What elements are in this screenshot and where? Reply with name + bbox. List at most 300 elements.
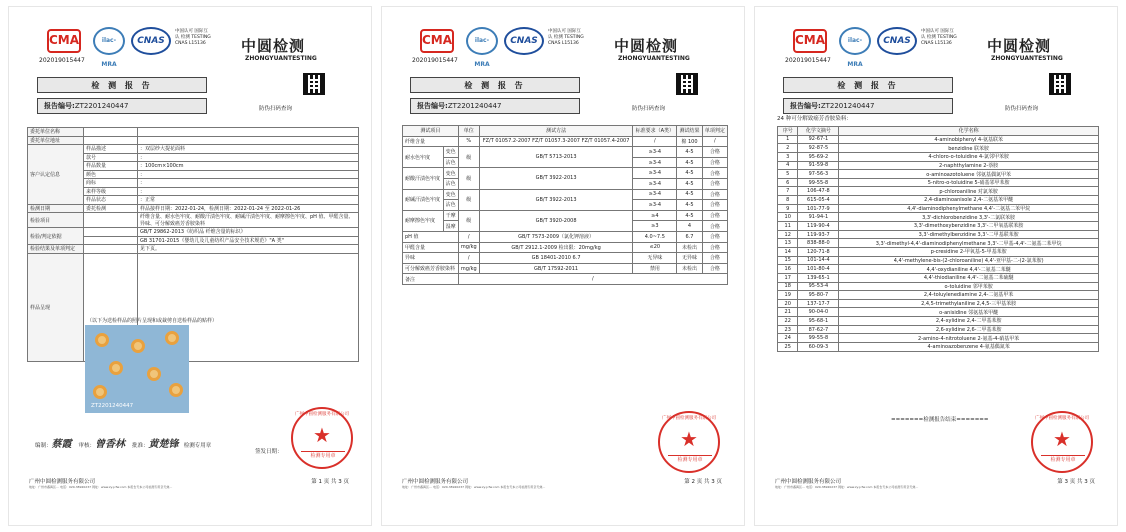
cell: 95-80-7 [798,291,839,300]
unit: / [458,253,479,264]
cell: 14 [778,247,798,256]
requirement: ≥3 [633,221,677,232]
sample-photo [85,325,189,413]
cell: p-cresidine 2-甲氧基-5-甲基苯胺 [839,247,1099,256]
field-value: 样品接样日期：2022-01-24，检测日期：2022-01-24 至 2022-01-26 [138,204,359,213]
cell: 120-71-8 [798,247,839,256]
requirement: ≥3-4 [633,147,677,158]
sign-date: 签发日期： [255,449,283,455]
result: 4-5 [677,189,702,200]
table-row [403,242,728,253]
qr-code-icon[interactable] [676,73,698,95]
row-label: 检验结果及单项判定 [28,245,84,254]
cnas-logo: CNAS [877,27,917,55]
requirement: 无异味 [633,253,677,264]
report-header [382,7,744,71]
test-sub-item: 变色 [443,168,458,179]
ilac-logo: ilac-MRA [466,27,498,55]
cell: 2,4,5-trimethylaniline 2,4,5-三甲基苯胺 [839,299,1099,308]
table-row [778,135,1099,144]
row-label: 客户认定信息 [28,145,84,205]
cell: 91-59-8 [798,161,839,170]
cnas-text: 中国认可 国际互认 检测 TESTING CNAS L15136 [548,29,584,46]
cell: 2 [778,144,798,153]
unit: 级 [458,189,479,210]
cell: 1 [778,135,798,144]
qr-code-icon[interactable] [1049,73,1071,95]
cell: 106-47-8 [798,187,839,196]
cell: 4-chloro-o-toluidine 4-氯邻甲苯胺 [839,152,1099,161]
cell: 4 [778,161,798,170]
method: FZ/T 01057.2-2007 FZ/T 01057.3-2007 FZ/T 01057.4-2007 [479,136,633,147]
cell: 10 [778,213,798,222]
report-page-1 [8,6,372,526]
column-header: 标准要求（A类） [633,126,677,137]
approver-signature: 黄楚锋 [148,439,179,450]
method: GB/T 5713-2013 [479,147,633,168]
table-row [778,204,1099,213]
table-row [28,213,359,228]
anti-fake-label: 防伪扫码查询 [1005,106,1039,112]
brand-name: 中圆检测 [614,37,679,55]
field-value [138,128,359,137]
brand-name: 中圆检测 [241,37,306,55]
requirement: ≥3-4 [633,157,677,168]
unit: 级 [458,168,479,189]
ilac-logo: ilac-MRA [839,27,871,55]
row-label: 检验项目 [28,213,84,228]
test-sub-item: 变色 [443,147,458,158]
cell: p-chloroaniline 对氯苯胺 [839,187,1099,196]
table-row [778,291,1099,300]
ilac-logo: ilac-MRA [93,27,125,55]
reviewer-signature: 曾香林 [95,439,126,450]
method: GB/T 3922-2013 [479,189,633,210]
judgement: 合格 [702,210,727,221]
table-row [778,196,1099,205]
requirement: / [633,136,677,147]
field-value: ：正常 [138,196,359,205]
cell: 99-55-8 [798,178,839,187]
result: 4-5 [677,147,702,158]
table-row [403,168,728,179]
cell: 95-68-1 [798,317,839,326]
cell: 3,3'-dimethylbenzidine 3,3'-二甲基联苯胺 [839,230,1099,239]
cell: 23 [778,325,798,334]
cell: 17 [778,273,798,282]
field-value: ：100cm×100cm [138,162,359,171]
field-key [84,213,138,228]
cell: 19 [778,291,798,300]
brand-name: 中圆检测 [987,37,1052,55]
table-row [778,282,1099,291]
result: 4 [677,221,702,232]
row-label: 委托单位地址 [28,136,84,145]
cell: 4,4'-diaminodiphenylmethane 4,4'-二氨基二苯甲烷 [839,204,1099,213]
table-row [778,256,1099,265]
method: GB/T 2912.1-2009 检出限：20mg/kg [479,242,633,253]
test-item: 耐水色牢度 [403,147,444,168]
requirement: 4.0~7.5 [633,231,677,242]
field-key: 样品描述 [84,145,138,154]
cell: 139-65-1 [798,273,839,282]
cell: 12 [778,230,798,239]
field-value: GB/T 29862-2013《纺织品 纤维含量的标识》 [138,228,359,237]
result: 未检出 [677,242,702,253]
field-value: ： [138,153,359,162]
test-sub-item: 干摩 [443,210,458,221]
table-row [403,274,728,285]
judgement: 合格 [702,189,727,200]
client-info-table [27,127,359,362]
test-item: 备注 [403,274,459,285]
test-sub-item: 沾色 [443,157,458,168]
requirement: 禁用 [633,263,677,274]
table-row [778,144,1099,153]
table-row [778,325,1099,334]
cell: 11 [778,222,798,231]
cell: 8 [778,196,798,205]
table-row [28,128,359,137]
table-header-row [778,127,1099,136]
column-header: 单项判定 [702,126,727,137]
field-key [84,245,138,254]
cell: 20 [778,299,798,308]
field-key: 款号 [84,153,138,162]
table-header-row [403,126,728,137]
judgement: 合格 [702,200,727,211]
anti-fake-label: 防伪扫码查询 [632,106,666,112]
table-row [403,210,728,221]
table-row [778,178,1099,187]
judgement: 合格 [702,263,727,274]
cell: 101-77-9 [798,204,839,213]
unit: mg/kg [458,263,479,274]
cell: 2,6-xylidine 2,6-二甲基苯胺 [839,325,1099,334]
column-header: 化学名称 [839,127,1099,136]
column-header: 序号 [778,127,798,136]
test-item: 可分解致癌芳香胺染料 [403,263,459,274]
cell: 4-aminoazobenzene 4-氨基偶氮苯 [839,343,1099,352]
result: 4-5 [677,200,702,211]
judgement: 合格 [702,242,727,253]
table-row [28,145,359,154]
result: 4-5 [677,157,702,168]
judgement: 合格 [702,157,727,168]
requirement: ≥3-4 [633,178,677,189]
page-number: 第 3 页 共 3 页 [1057,479,1095,485]
table-row [778,247,1099,256]
method: GB/T 7573-2009（氯化钾溶液） [479,231,633,242]
test-sub-item: 变色 [443,189,458,200]
cell: 4,4'-methylene-bis-(2-chloroaniline) 4,4'-亚甲基-二-(2-氯苯胺) [839,256,1099,265]
brand-name-en: ZHONGYUANTESTING [618,55,690,62]
report-number: 报告编号:ZT2201240447 [37,98,207,114]
test-sub-item: 湿摩 [443,221,458,232]
page-number: 第 1 页 共 3 页 [311,479,349,485]
cell: 21 [778,308,798,317]
column-header: 化学文摘号 [798,127,839,136]
row-label: 检测日期 [28,204,84,213]
unit: 级 [458,147,479,168]
table-row [778,222,1099,231]
field-value: GB 31701-2015《婴幼儿及儿童纺织产品安全技术规范》"A 类" [138,236,359,245]
requirement: ≥3-4 [633,200,677,211]
table-row [403,231,728,242]
field-key [84,136,138,145]
cell: o-toluidine 邻甲苯胺 [839,282,1099,291]
table-row [778,308,1099,317]
report-title: 检 测 报 告 [410,77,580,93]
table-row [778,273,1099,282]
judgement: 合格 [702,221,727,232]
judgement: 合格 [702,253,727,264]
cell: 25 [778,343,798,352]
field-key: 来样等级 [84,187,138,196]
cell: 90-04-0 [798,308,839,317]
cell: 18 [778,282,798,291]
field-key [84,128,138,137]
cell: 87-62-7 [798,325,839,334]
aromatic-amine-table [777,126,1099,352]
cell: 24 [778,334,798,343]
cell: 101-14-4 [798,256,839,265]
method: GB/T 3922-2013 [479,168,633,189]
cell: 4-aminobiphenyl 4-氨基联苯 [839,135,1099,144]
report-number: 报告编号:ZT2201240447 [783,98,953,114]
method: GB/T 17592-2011 [479,263,633,274]
field-value: ： [138,179,359,188]
cnas-text: 中国认可 国际互认 检测 TESTING CNAS L15136 [921,29,957,46]
cell: 15 [778,256,798,265]
footer: 广州中圆检测服务有限公司 第 3 页 共 3 页 [775,479,1095,485]
cell: 137-17-7 [798,299,839,308]
table-row [28,253,359,361]
column-header: 单位 [458,126,479,137]
test-item: 耐摩擦色牢度 [403,210,444,231]
judgement: 合格 [702,231,727,242]
footer: 广州中圆检测服务有限公司 第 1 页 共 3 页 [29,479,349,485]
cell: 13 [778,239,798,248]
brand-name-en: ZHONGYUANTESTING [245,55,317,62]
test-item: pH 值 [403,231,459,242]
cnas-text: 中国认可 国际互认 检测 TESTING CNAS L15136 [175,29,211,46]
table-row [778,213,1099,222]
cell: 6 [778,178,798,187]
judgement: 合格 [702,178,727,189]
table-row [403,136,728,147]
result: 4-5 [677,168,702,179]
cell: 9 [778,204,798,213]
cell: o-aminoazotoluene 邻氨基偶氮甲苯 [839,170,1099,179]
row-label: 检验/判定依据 [28,228,84,245]
cma-logo: CMA [793,29,827,53]
row-label: 样品呈现 [28,253,84,361]
report-header [9,7,371,71]
brand-name-en: ZHONGYUANTESTING [991,55,1063,62]
judgement: / [702,136,727,147]
field-key: 样品状态 [84,196,138,205]
unit: mg/kg [458,242,479,253]
cell: 92-67-1 [798,135,839,144]
requirement: ≥4 [633,210,677,221]
cell: 615-05-4 [798,196,839,205]
table-row [28,245,359,254]
result: 棉 100 [677,136,702,147]
test-item: 耐酸汗渍色牢度 [403,168,444,189]
cell: 3,3'-dimethoxybenzidine 3,3'-二甲氧基联苯胺 [839,222,1099,231]
field-key: 商标 [84,179,138,188]
red-seal-stamp: 广州中圆检测服务有限公司 ★ 检测专用章 [658,411,720,473]
column-header: 测试项目 [403,126,459,137]
table-row [403,263,728,274]
table-row [778,170,1099,179]
report-page-2 [381,6,745,526]
field-value [138,136,359,145]
footer: 广州中圆检测服务有限公司 第 2 页 共 3 页 [402,479,722,485]
judgement: 合格 [702,147,727,158]
table-row [28,204,359,213]
table-row [778,265,1099,274]
cma-logo: CMA [47,29,81,53]
test-item: 异味 [403,253,459,264]
table-row [778,317,1099,326]
table-row [403,253,728,264]
result: 6.7 [677,231,702,242]
requirement: ≥3-4 [633,168,677,179]
cell: 97-56-3 [798,170,839,179]
table-row [778,299,1099,308]
field-key [84,236,138,245]
field-value: ： [138,170,359,179]
red-seal-stamp: 广州中圆检测服务有限公司 ★ 检测专用章 [291,407,353,469]
test-item: 耐碱汗渍色牢度 [403,189,444,210]
unit: % [458,136,479,147]
cnas-logo: CNAS [131,27,171,55]
test-sub-item: 沾色 [443,200,458,211]
method: GB/T 3920-2008 [479,210,633,231]
field-value: ：双层纱大提花面料 [138,145,359,154]
cell: 101-80-4 [798,265,839,274]
sample-photo-tag: ZT2201240447 [91,403,134,409]
result: 未检出 [677,263,702,274]
field-value: 纤维含量、耐水色牢度、耐酸汗渍色牢度、耐碱汗渍色牢度、耐摩擦色牢度、pH 值、甲醛含量、异味、可分解致癌芳香胺染料 [138,213,359,228]
table-row [403,189,728,200]
table-row [778,343,1099,352]
cell: 95-69-2 [798,152,839,161]
field-value: 见下页。 [138,245,359,254]
table-row [28,228,359,237]
requirement: ≥3-4 [633,189,677,200]
table-row [778,239,1099,248]
cma-number: 202019015447 [785,57,831,64]
judgement: 合格 [702,168,727,179]
cell: 2-naphthylamine 2-萘胺 [839,161,1099,170]
report-header [755,7,1117,71]
report-end-mark: =======检测报告结束======= [891,417,989,423]
test-results-table [402,125,728,285]
editor-signature: 蔡霞 [51,439,72,450]
table-row [778,334,1099,343]
footer-fine-print: 地址：广州市番禺区… 电话：020-38920237 网址：www.zy-jcfw.com 本报告无本公司检测专用章无效… [29,485,173,489]
cell: 95-53-4 [798,282,839,291]
cell: 4,4'-thiodianiline 4,4'-二氨基二苯硫醚 [839,273,1099,282]
column-header: 测试结果 [677,126,702,137]
signature-row: 编制：蔡霞 审核：曾香林 批准：黄楚锋 检测专用章 签发日期： [35,439,283,455]
cell: 2,4-xylidine 2,4-二甲基苯胺 [839,317,1099,326]
table-row [778,152,1099,161]
result: 4-5 [677,178,702,189]
test-sub-item: 沾色 [443,178,458,189]
table-row [778,187,1099,196]
field-value: ： [138,187,359,196]
remark: / [458,274,727,285]
footer-fine-print: 地址：广州市番禺区… 电话：020-38920237 网址：www.zy-jcfw.com 本报告无本公司检测专用章无效… [402,485,546,489]
cell: 2,4-toluylenediamine 2,4-二氨基甲苯 [839,291,1099,300]
footer-fine-print: 地址：广州市番禺区… 电话：020-38920237 网址：www.zy-jcfw.com 本报告无本公司检测专用章无效… [775,485,919,489]
cma-number: 202019015447 [39,57,85,64]
cell: o-anisidine 邻氨基苯甲醚 [839,308,1099,317]
cma-number: 202019015447 [412,57,458,64]
field-key [84,228,138,237]
test-item: 纤维含量 [403,136,459,147]
requirement: ≤20 [633,242,677,253]
cell: 7 [778,187,798,196]
cell: 4,4'-oxydianiline 4,4'-二氨基二苯醚 [839,265,1099,274]
unit: 级 [458,210,479,231]
cell: 5-nitro-o-toluidine 5-硝基邻甲苯胺 [839,178,1099,187]
row-label: 委托单位名称 [28,128,84,137]
table-row [403,147,728,158]
cell: 92-87-5 [798,144,839,153]
table-row [778,161,1099,170]
qr-code-icon[interactable] [303,73,325,95]
field-key: 样品数量 [84,162,138,171]
cell: 91-94-1 [798,213,839,222]
red-seal-stamp: 广州中圆检测服务有限公司 ★ 检测专用章 [1031,411,1093,473]
anti-fake-label: 防伪扫码查询 [259,106,293,112]
section-title: 24 种可分解致癌芳香胺染料： [777,116,852,122]
test-item: 甲醛含量 [403,242,459,253]
photo-note: （以下为送检样品的照片呈现和或裁剪自送检样品的贴样） [87,318,218,324]
page-number: 第 2 页 共 3 页 [684,479,722,485]
cma-logo: CMA [420,29,454,53]
table-row [778,230,1099,239]
report-page-3 [754,6,1118,526]
cell: 60-09-3 [798,343,839,352]
cell: 119-90-4 [798,222,839,231]
field-key: 颜色 [84,170,138,179]
report-number: 报告编号:ZT2201240447 [410,98,580,114]
cell: 3,3'-dichlorobenzidine 3,3'-二氯联苯胺 [839,213,1099,222]
cell: 16 [778,265,798,274]
result: 4-5 [677,210,702,221]
column-header: 测试方法 [479,126,633,137]
cnas-logo: CNAS [504,27,544,55]
cell: benzidine 联苯胺 [839,144,1099,153]
unit: / [458,231,479,242]
cell: 3 [778,152,798,161]
cell: 119-93-7 [798,230,839,239]
cell: 99-55-8 [798,334,839,343]
report-title: 检 测 报 告 [783,77,953,93]
cell: 2,4-diaminoanisole 2,4-二氨基苯甲醚 [839,196,1099,205]
table-row [28,136,359,145]
field-key: 委托检测 [84,204,138,213]
cell: 5 [778,170,798,179]
cell: 3,3'-dimethyl-4,4'-diaminodiphenylmethane 3,3'-二甲基-4,4'-二氨基二苯甲烷 [839,239,1099,248]
cell: 2-amino-4-nitrotoluene 2-氨基-4-硝基甲苯 [839,334,1099,343]
